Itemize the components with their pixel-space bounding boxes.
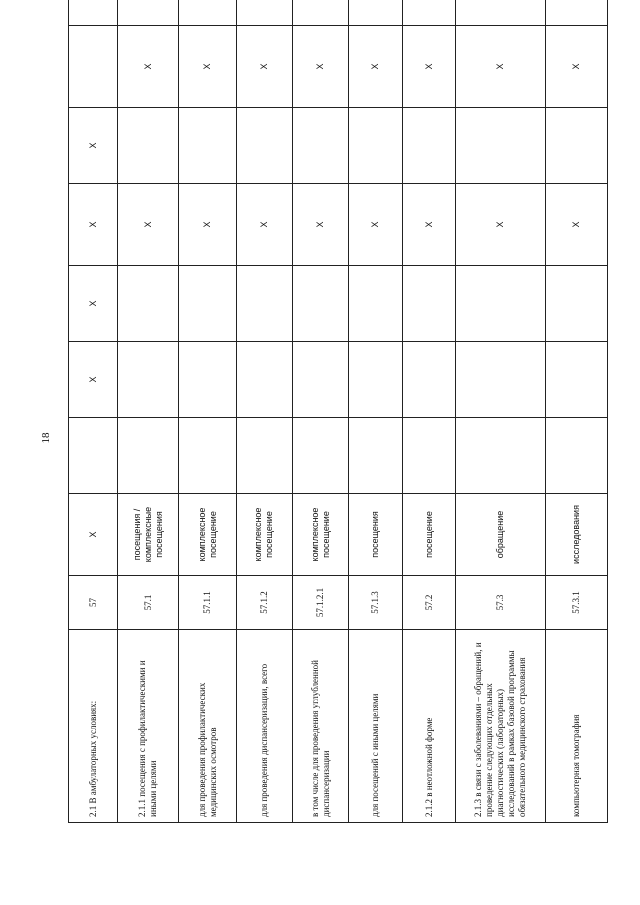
value-cell: X	[118, 26, 179, 108]
value-cell	[293, 418, 349, 494]
value-cell: X	[403, 26, 456, 108]
rotated-table-container	[68, 26, 608, 823]
table-row	[403, 0, 456, 823]
table-body	[69, 0, 608, 823]
table-row	[349, 0, 403, 823]
unit-cell: комплексное посещение	[179, 494, 236, 576]
value-cell	[349, 342, 403, 418]
page-number: 18	[40, 432, 52, 444]
value-cell: X	[545, 184, 607, 266]
row-code-cell: 57.2	[403, 576, 456, 630]
value-cell	[403, 266, 456, 342]
unit-cell: исследования	[545, 494, 607, 576]
value-cell	[293, 0, 349, 26]
value-cell	[403, 342, 456, 418]
table-row	[118, 0, 179, 823]
value-cell: X	[456, 184, 546, 266]
value-cell	[236, 418, 292, 494]
value-cell	[69, 418, 118, 494]
value-cell	[403, 108, 456, 184]
value-cell: X	[403, 184, 456, 266]
value-cell: X	[349, 184, 403, 266]
row-code-cell: 57	[69, 576, 118, 630]
unit-cell: посещения / комплексные посещения	[118, 494, 179, 576]
data-table	[68, 0, 608, 823]
value-cell	[545, 108, 607, 184]
value-cell: X	[236, 26, 292, 108]
value-cell	[118, 418, 179, 494]
value-cell	[118, 0, 179, 26]
value-cell	[69, 0, 118, 26]
value-cell	[545, 266, 607, 342]
value-cell	[456, 0, 546, 26]
row-code-cell: 57.1.3	[349, 576, 403, 630]
table-row	[179, 0, 236, 823]
value-cell: X	[69, 184, 118, 266]
value-cell	[236, 342, 292, 418]
value-cell	[456, 266, 546, 342]
unit-cell: комплексное посещение	[236, 494, 292, 576]
value-cell	[456, 108, 546, 184]
value-cell	[545, 0, 607, 26]
table-row	[236, 0, 292, 823]
row-name-cell: 2.1.1 посещения с профилактическими и иными целями	[118, 630, 179, 823]
value-cell	[545, 418, 607, 494]
value-cell	[69, 26, 118, 108]
unit-cell: комплексное посещение	[293, 494, 349, 576]
value-cell	[293, 342, 349, 418]
row-name-cell: 2.1 В амбулаторных условиях:	[69, 630, 118, 823]
value-cell: X	[118, 184, 179, 266]
row-code-cell: 57.3.1	[545, 576, 607, 630]
row-code-cell: 57.1.2	[236, 576, 292, 630]
row-name-cell: для проведения диспансеризации, всего	[236, 630, 292, 823]
table-row	[293, 0, 349, 823]
value-cell	[293, 108, 349, 184]
value-cell: X	[236, 184, 292, 266]
value-cell	[349, 108, 403, 184]
value-cell	[236, 266, 292, 342]
value-cell: X	[179, 184, 236, 266]
table-row	[69, 0, 118, 823]
value-cell	[293, 266, 349, 342]
unit-cell: посещения	[349, 494, 403, 576]
value-cell	[118, 342, 179, 418]
row-name-cell: 2.1.2 в неотложной форме	[403, 630, 456, 823]
row-code-cell: 57.1	[118, 576, 179, 630]
value-cell	[236, 108, 292, 184]
row-code-cell: 57.1.1	[179, 576, 236, 630]
value-cell	[349, 418, 403, 494]
row-name-cell: в том числе для проведения углубленной диспансеризации	[293, 630, 349, 823]
value-cell	[349, 266, 403, 342]
unit-cell: посещение	[403, 494, 456, 576]
value-cell	[456, 418, 546, 494]
value-cell	[118, 266, 179, 342]
table-row	[545, 0, 607, 823]
value-cell	[179, 418, 236, 494]
value-cell: X	[293, 26, 349, 108]
value-cell	[403, 418, 456, 494]
value-cell: X	[69, 108, 118, 184]
value-cell: X	[69, 342, 118, 418]
row-name-cell: 2.1.3 в связи с заболеваниями – обращений, и проведение следующих отдельных диагностических (лабораторных) исследований в рамках базовой программы обязательного медицинского страхования	[456, 630, 546, 823]
value-cell: X	[179, 26, 236, 108]
value-cell	[236, 0, 292, 26]
value-cell: X	[456, 26, 546, 108]
value-cell: X	[349, 26, 403, 108]
value-cell	[179, 342, 236, 418]
value-cell	[179, 108, 236, 184]
unit-cell: X	[69, 494, 118, 576]
unit-cell: обращение	[456, 494, 546, 576]
value-cell	[179, 0, 236, 26]
value-cell	[403, 0, 456, 26]
value-cell	[118, 108, 179, 184]
value-cell	[545, 342, 607, 418]
row-name-cell: для проведения профилактических медицинских осмотров	[179, 630, 236, 823]
value-cell	[456, 342, 546, 418]
value-cell	[349, 0, 403, 26]
table-row	[456, 0, 546, 823]
row-name-cell: компьютерная томография	[545, 630, 607, 823]
row-code-cell: 57.3	[456, 576, 546, 630]
value-cell: X	[69, 266, 118, 342]
row-name-cell: для посещений с иными целями	[349, 630, 403, 823]
value-cell: X	[545, 26, 607, 108]
value-cell	[179, 266, 236, 342]
row-code-cell: 57.1.2.1	[293, 576, 349, 630]
value-cell: X	[293, 184, 349, 266]
